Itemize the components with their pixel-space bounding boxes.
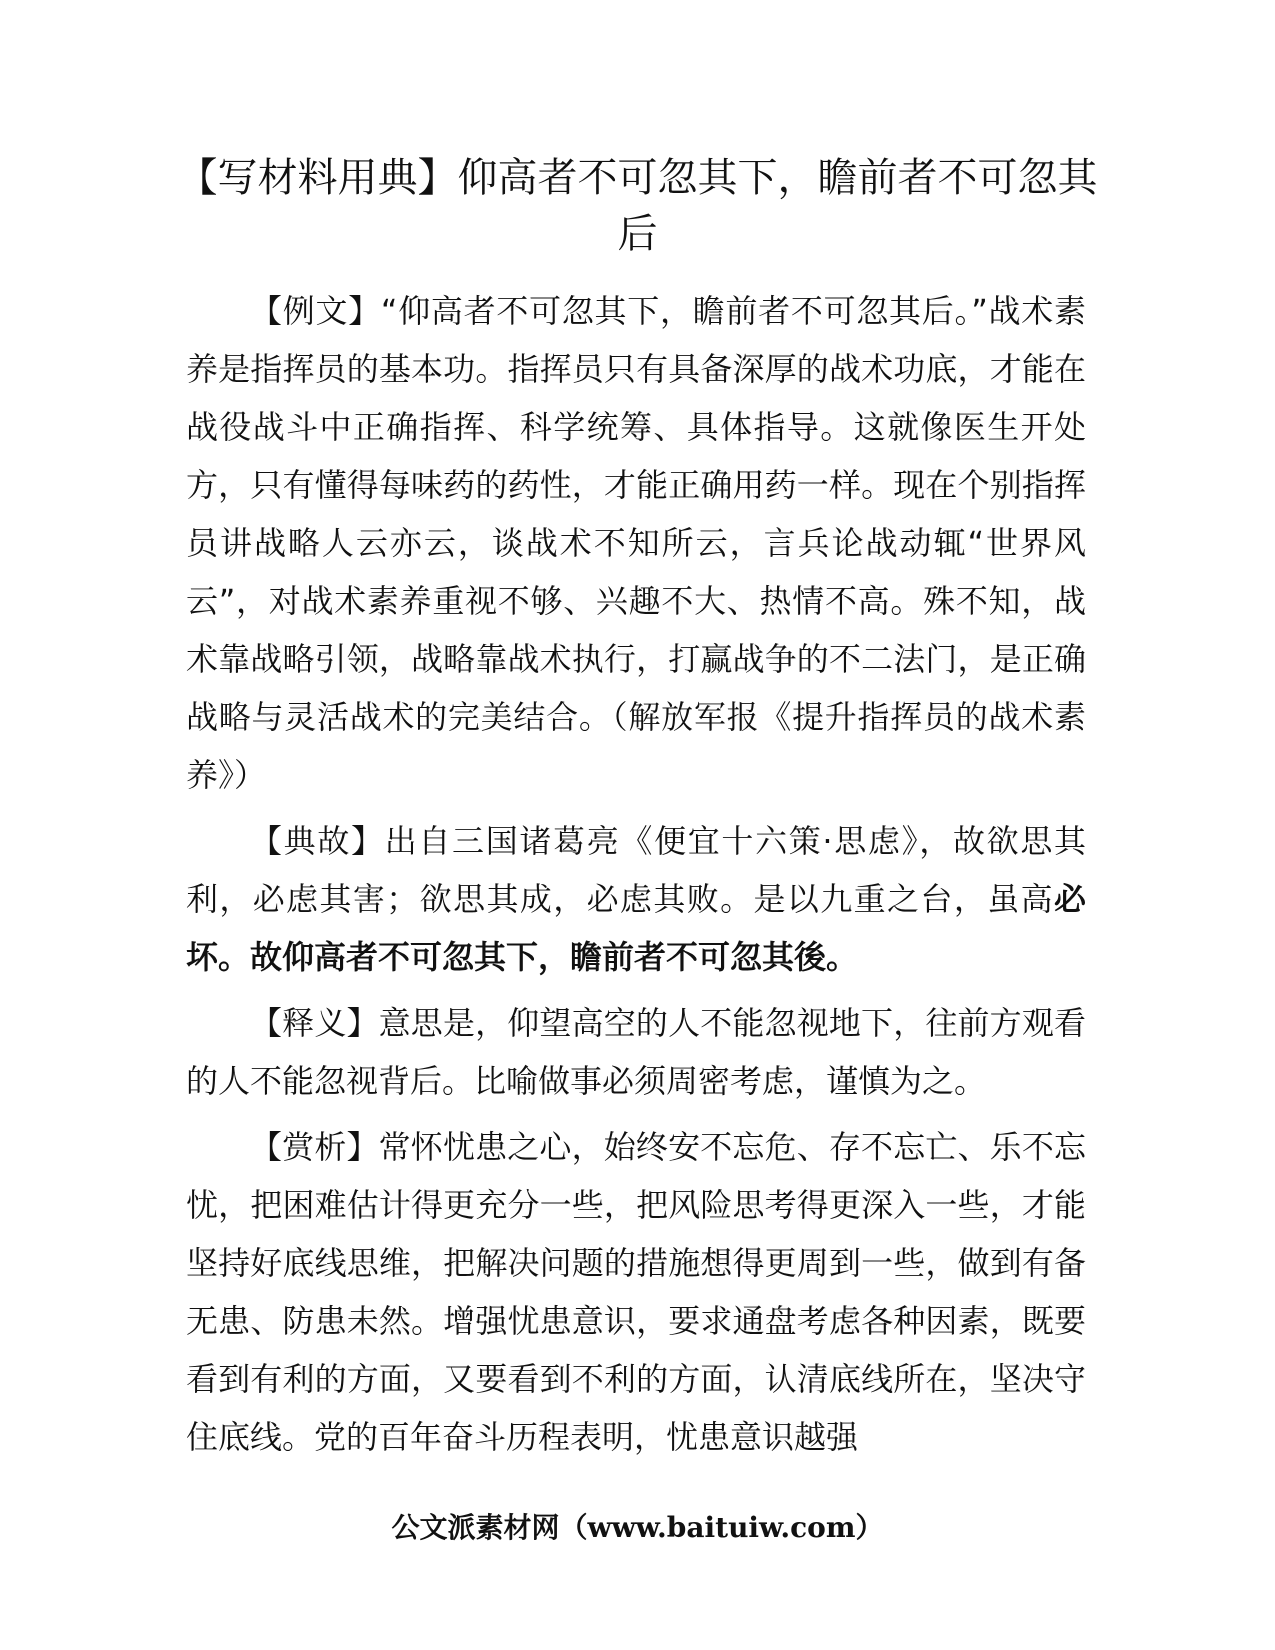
paragraph-analysis: 【赏析】常怀忧患之心，始终安不忘危、存不忘亡、乐不忘忧，把困难估计得更充分一些，把风险思考得更深入一些，才能坚持好底线思维，把解决问题的措施想得更周到一些，做到有备无患、防患未然。增强忧患意识，要求通盘考虑各种因素，既要看到有利的方面，又要看到不利的方面，认清底线所在，坚决守住底线。党的百年奋斗历程表明，忧患意识越强 <box>186 1128 1086 1456</box>
allusion-text: 【典故】出自三国诸葛亮《便宜十六策·思虑》，故欲思其利，必虑其害；欲思其成，必虑其败。是以九重之台，虽高 <box>186 822 1086 918</box>
paragraph-meaning: 【释义】意思是，仰望高空的人不能忽视地下，往前方观看的人不能忽视背后。比喻做事必须周密考虑，谨慎为之。 <box>186 1004 1086 1100</box>
paragraph-allusion <box>186 812 1086 986</box>
allusion-quote-bold: 必坏。故仰高者不可忽其下，瞻前者不可忽其後。 <box>186 880 1086 976</box>
page-footer: 公文派素材网（www.baituiw.com） <box>391 1511 884 1544</box>
document-title: 【写材料用典】仰高者不可忽其下，瞻前者不可忽其后 <box>177 155 1098 257</box>
document-body <box>186 282 1086 1474</box>
paragraph-example: 【例文】“仰高者不可忽其下，瞻前者不可忽其后。”战术素养是指挥员的基本功。指挥员只有具备深厚的战术功底，才能在战役战斗中正确指挥、科学统筹、具体指导。这就像医生开处方，只有懂得每味药的药性，才能正确用药一样。现在个别指挥员讲战略人云亦云，谈战术不知所云，言兵论战动辄“世界风云”，对战术素养重视不够、兴趣不大、热情不高。殊不知，战术靠战略引领，战略靠战术执行，打赢战争的不二法门，是正确战略与灵活战术的完美结合。（解放军报《提升指挥员的战术素养》） <box>186 292 1086 794</box>
